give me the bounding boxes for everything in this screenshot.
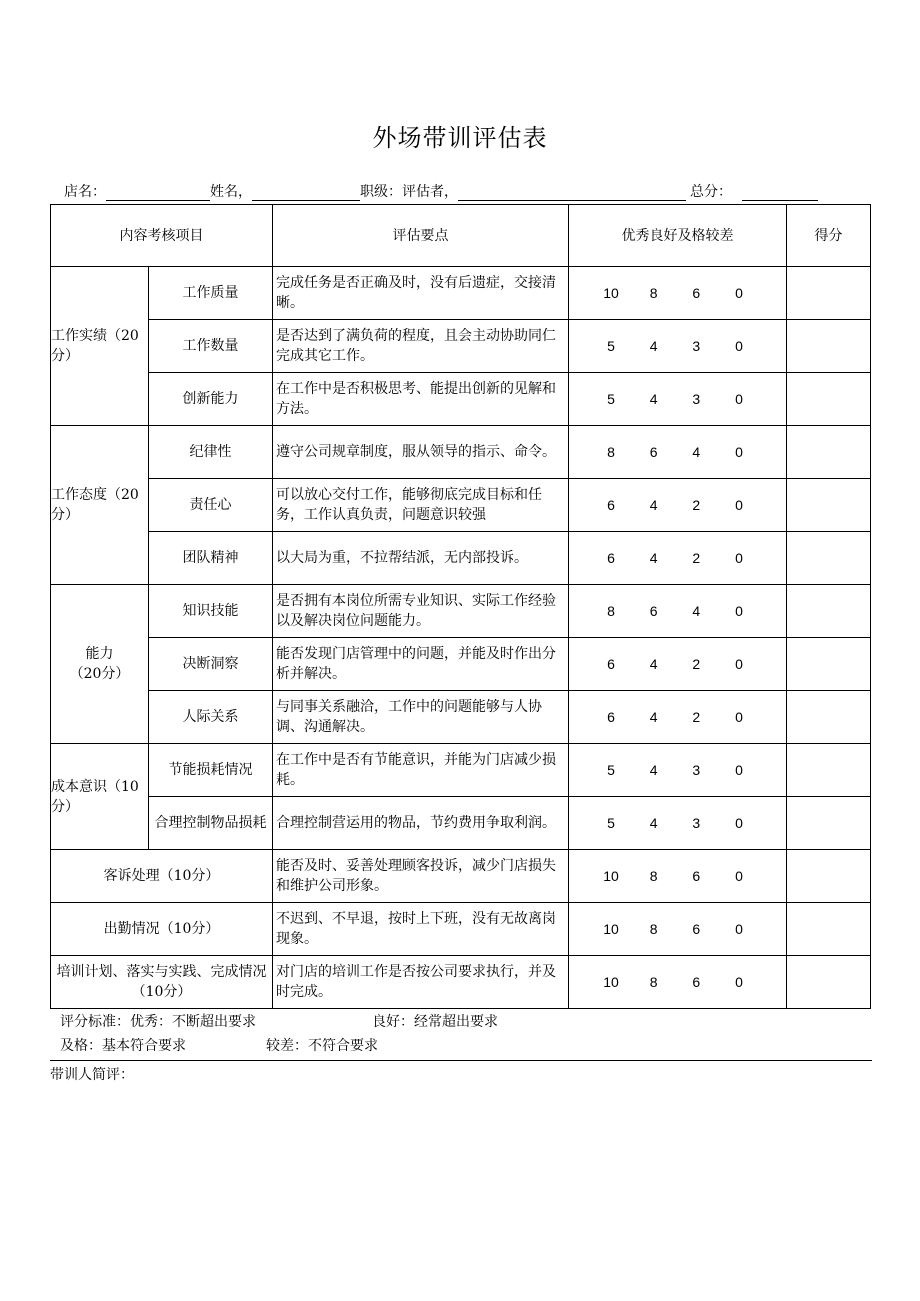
score-input[interactable] xyxy=(787,373,871,426)
point-cell: 能否发现门店管理中的问题，并能及时作出分析并解决。 xyxy=(273,638,569,691)
page-title: 外场带训评估表 xyxy=(372,124,548,152)
item-cell: 创新能力 xyxy=(149,373,273,426)
score-input[interactable] xyxy=(787,479,871,532)
table-row xyxy=(51,691,871,744)
table-row xyxy=(51,267,871,320)
table-row xyxy=(51,797,871,850)
point-cell: 是否达到了满负荷的程度，且会主动协助同仁完成其它工作。 xyxy=(273,320,569,373)
point-cell: 能否及时、妥善处理顾客投诉，减少门店损失和维护公司形象。 xyxy=(273,850,569,903)
scores-cell: 10 8 6 0 xyxy=(569,850,787,903)
scores-cell: 6 4 2 0 xyxy=(569,532,787,585)
category-cell: 出勤情况（10分） xyxy=(51,903,273,956)
score-input[interactable] xyxy=(787,797,871,850)
score-input[interactable] xyxy=(787,744,871,797)
score-input[interactable] xyxy=(787,532,871,585)
item-cell: 知识技能 xyxy=(149,585,273,638)
category-cell: 工作态度（20分） xyxy=(51,426,149,585)
item-cell: 工作质量 xyxy=(149,267,273,320)
item-cell: 节能损耗情况 xyxy=(149,744,273,797)
legend-line-1 xyxy=(60,1011,498,1031)
table-row xyxy=(51,956,871,1009)
score-input[interactable] xyxy=(787,691,871,744)
header-points: 评估要点 xyxy=(273,205,569,267)
evaluator-field[interactable] xyxy=(458,184,686,201)
divider xyxy=(50,1060,872,1061)
scores-cell: 10 8 6 0 xyxy=(569,267,787,320)
table-row xyxy=(51,532,871,585)
scores-cell: 5 4 3 0 xyxy=(569,373,787,426)
item-cell: 人际关系 xyxy=(149,691,273,744)
table-row xyxy=(51,850,871,903)
name-label: 姓名， xyxy=(210,184,252,200)
table-row xyxy=(51,320,871,373)
point-cell: 以大局为重，不拉帮结派，无内部投诉。 xyxy=(273,532,569,585)
item-cell: 合理控制物品损耗 xyxy=(149,797,273,850)
header-fields xyxy=(64,181,854,205)
point-cell: 对门店的培训工作是否按公司要求执行，并及时完成。 xyxy=(273,956,569,1009)
score-input[interactable] xyxy=(787,638,871,691)
point-cell: 在工作中是否积极思考、能提出创新的见解和方法。 xyxy=(273,373,569,426)
point-cell: 完成任务是否正确及时，没有后遗症，交接清晰。 xyxy=(273,267,569,320)
scores-cell: 5 4 3 0 xyxy=(569,744,787,797)
score-input[interactable] xyxy=(787,426,871,479)
legend-excellent: 评分标准：优秀：不断超出要求 xyxy=(60,1014,256,1030)
name-field[interactable] xyxy=(252,184,360,201)
scores-cell: 10 8 6 0 xyxy=(569,956,787,1009)
scores-cell: 8 6 4 0 xyxy=(569,585,787,638)
score-input[interactable] xyxy=(787,850,871,903)
trainer-comment-label: 带训人简评： xyxy=(50,1067,134,1083)
store-field[interactable] xyxy=(106,184,210,201)
score-input[interactable] xyxy=(787,267,871,320)
point-cell: 合理控制营运用的物品，节约费用争取利润。 xyxy=(273,797,569,850)
score-input[interactable] xyxy=(787,585,871,638)
scores-cell: 6 4 2 0 xyxy=(569,691,787,744)
store-label: 店名： xyxy=(64,184,106,200)
table-row xyxy=(51,479,871,532)
category-cell: 成本意识（10分） xyxy=(51,744,149,850)
table-row xyxy=(51,903,871,956)
scores-cell: 5 4 3 0 xyxy=(569,320,787,373)
total-field[interactable] xyxy=(742,184,818,201)
score-input[interactable] xyxy=(787,903,871,956)
category-cell: 培训计划、落实与实践、完成情况（10分） xyxy=(51,956,273,1009)
table-row xyxy=(51,638,871,691)
category-cell: 工作实绩（20分） xyxy=(51,267,149,426)
legend-line-2 xyxy=(60,1035,378,1055)
point-cell: 不迟到、不早退，按时上下班，没有无故离岗现象。 xyxy=(273,903,569,956)
position-evaluator-label: 职级：评估者， xyxy=(360,184,458,200)
point-cell: 遵守公司规章制度，服从领导的指示、命令。 xyxy=(273,426,569,479)
point-cell: 在工作中是否有节能意识，并能为门店减少损耗。 xyxy=(273,744,569,797)
scores-cell: 6 4 2 0 xyxy=(569,638,787,691)
item-cell: 纪律性 xyxy=(149,426,273,479)
table-header-row xyxy=(51,205,871,267)
item-cell: 团队精神 xyxy=(149,532,273,585)
scores-cell: 5 4 3 0 xyxy=(569,797,787,850)
category-cell: 能力 （20分） xyxy=(51,585,149,744)
point-cell: 与同事关系融洽，工作中的问题能够与人协调、沟通解决。 xyxy=(273,691,569,744)
legend-good: 良好：经常超出要求 xyxy=(372,1014,498,1030)
scores-cell: 6 4 2 0 xyxy=(569,479,787,532)
score-input[interactable] xyxy=(787,956,871,1009)
item-cell: 工作数量 xyxy=(149,320,273,373)
table-row xyxy=(51,585,871,638)
item-cell: 决断洞察 xyxy=(149,638,273,691)
header-score: 得分 xyxy=(787,205,871,267)
evaluation-table xyxy=(50,204,871,1009)
table-row xyxy=(51,744,871,797)
point-cell: 可以放心交付工作，能够彻底完成目标和任务，工作认真负责，问题意识较强 xyxy=(273,479,569,532)
scores-cell: 8 6 4 0 xyxy=(569,426,787,479)
total-label: 总分： xyxy=(690,184,732,200)
item-cell: 责任心 xyxy=(149,479,273,532)
header-item: 内容考核项目 xyxy=(51,205,273,267)
score-input[interactable] xyxy=(787,320,871,373)
point-cell: 是否拥有本岗位所需专业知识、实际工作经验以及解决岗位问题能力。 xyxy=(273,585,569,638)
header-grades: 优秀良好及格较差 xyxy=(569,205,787,267)
scores-cell: 10 8 6 0 xyxy=(569,903,787,956)
table-row xyxy=(51,426,871,479)
table-row xyxy=(51,373,871,426)
legend-pass: 及格：基本符合要求 xyxy=(60,1038,186,1054)
legend-poor: 较差：不符合要求 xyxy=(266,1038,378,1054)
category-cell: 客诉处理（10分） xyxy=(51,850,273,903)
